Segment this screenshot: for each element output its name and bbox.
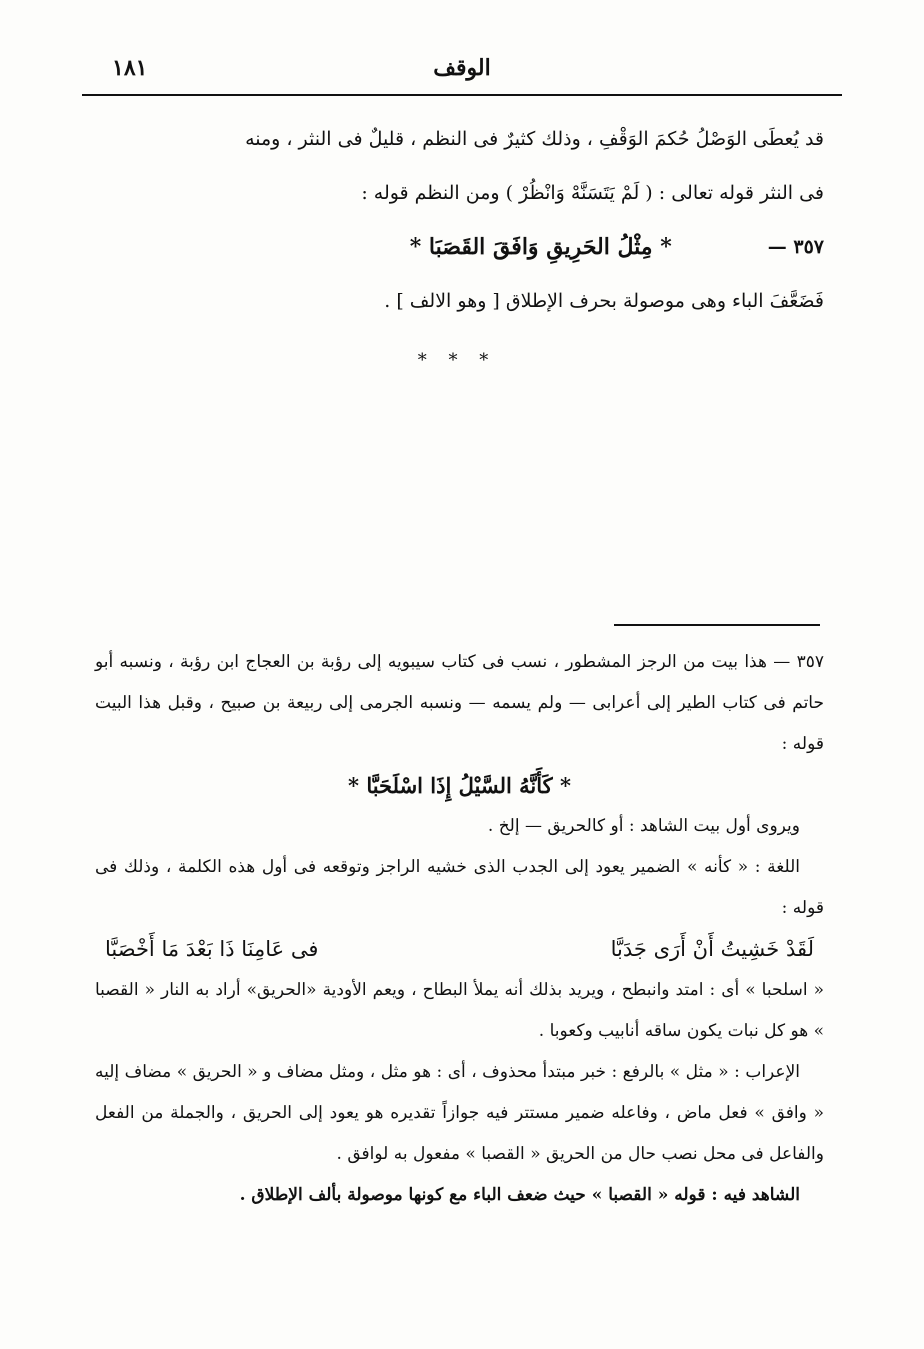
footnote-grammar: الإعراب : « مثل » بالرفع : خبر مبتدأ محذوف ، أى : هو مثل ، ومثل مضاف و « الحريق » مضاف إليه « وافق » فعل ماض ، وفاعله ضمير مستتر فيه جوازاً تقديره هو يعود إلى الحريق ، والجملة من الفعل والفاعل فى محل نصب حال من الحريق « القصبا » مفعول به لوافق .: [95, 1062, 824, 1164]
verse-357: [90, 220, 824, 274]
footnote-rule: [614, 624, 820, 626]
page-number: ١٨١: [112, 55, 148, 81]
footnote-lexicon: اللغة : « كأنه » الضمير يعود إلى الجدب الذى خشيه الراجز وتوقعه فى أول هذه الكلمة ، وذلك فى قوله :: [95, 857, 824, 918]
footnote-variant: ويروى أول بيت الشاهد : أو كالحريق — إلخ .: [487, 816, 800, 836]
verse-2-second-hemistich: فى عَامِنَا ذَا بَعْدَ مَا أَخْصَبَّا: [105, 937, 319, 961]
footnotes: [95, 642, 824, 1216]
footnote-evidence: الشاهد فيه : قوله « القصبا » حيث ضعف الباء مع كونها موصولة بألف الإطلاق .: [239, 1185, 800, 1205]
main-line-2: فى النثر قوله تعالى : ( لَمْ يَتَسَنَّهْ وَانْظُرْ ) ومن النظم قوله :: [361, 182, 824, 204]
verse-2-first-hemistich: لَقَدْ خَشِيتُ أَنْ أَرَى جَدَبَّا: [610, 937, 814, 961]
verse-text: * مِثْلُ الحَرِيقِ وَافَقَ القَصَبَا *: [409, 234, 672, 260]
verse-number: ٣٥٧ —: [767, 236, 824, 258]
section-dinkus: * * *: [417, 350, 497, 371]
header-rule: [82, 94, 842, 96]
main-line-3: فَضَعَّفَ الباء وهى موصولة بحرف الإطلاق [ وهو الالف ] .: [384, 290, 824, 312]
footnote-meanings: « اسلحبا » أى : امتد وانبطح ، ويريد بذلك أنه يملأ البطاح ، ويعم الأودية «الحريق» أراد به النار « القصبا » هو كل نبات يكون ساقه أنابيب وكعوبا .: [95, 980, 824, 1041]
footnote-attribution: ٣٥٧ — هذا بيت من الرجز المشطور ، نسب فى كتاب سيبويه إلى رؤبة بن العجاج ابن رؤبة ، ونسبه أبو حاتم فى كتاب الطير إلى أعرابى — ولم يسمه — ونسبه الجرمى إلى ربيعة بن صبيح ، وقبل هذا البيت قوله :: [95, 652, 824, 754]
main-line-1: قد يُعطَى الوَصْلُ حُكمَ الوَقْفِ ، وذلك كثيرٌ فى النظم ، قليلٌ فى النثر ، ومنه: [245, 128, 824, 150]
main-text: [90, 112, 824, 388]
footnote-verse-1: * كَأَنَّهُ السَّيْلُ إِذَا اسْلَحَبَّا *: [348, 773, 571, 798]
footnote-verse-2: [95, 929, 824, 970]
running-title: الوقف: [433, 55, 491, 81]
page-header: [82, 48, 842, 88]
